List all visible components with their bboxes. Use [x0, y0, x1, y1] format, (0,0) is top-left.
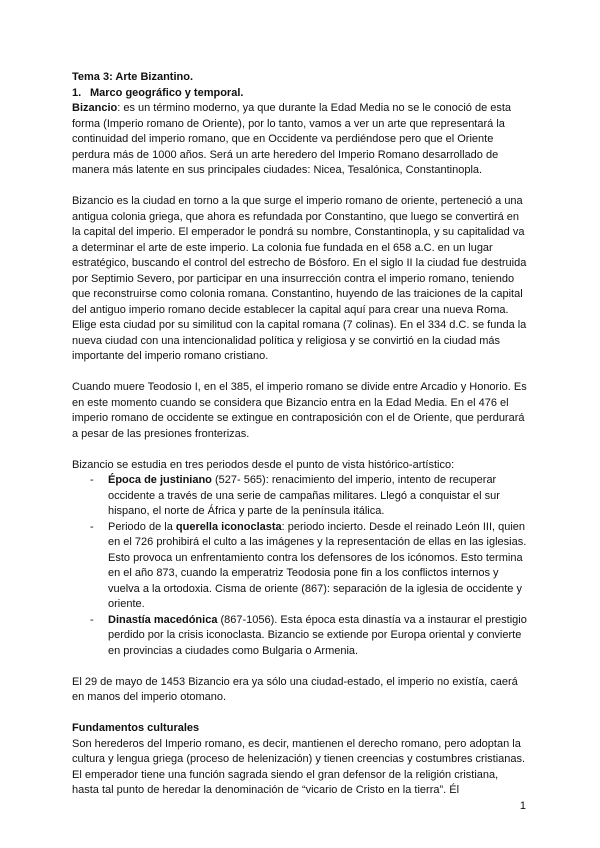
paragraph-cultural-foundations: Son herederos del Imperio romano, es decir, mantienen el derecho romano, pero adoptan la cultura y lengua griega (proceso de helenización) y tienen creencias y costumbres cristianas. El emperador tiene una función sagrada siendo el gran defensor de la religión cristiana, hasta tal punto de heredar la denominación de “vicario de Cristo en la tierra”. Él — [72, 737, 526, 796]
period-name: Época de justiniano — [108, 474, 212, 486]
period-text: : periodo incierto. Desde el reinado León III, quien en el 726 prohibirá el culto a las imágenes y la representación de ellas en las iglesias. Esto provoca un enfrentamiento contra los defensores de los icónomos. Esto termina en el año 873, cuando la emperatriz Teodosia pone fin a los conflictos internos y vuelva a la ortodoxia. Cisma de oriente (867): separación de la iglesia de occidente y oriente. — [108, 520, 527, 610]
term-bizancio: Bizancio — [72, 102, 118, 114]
periods-list — [72, 473, 528, 659]
dash-bullet: - — [90, 613, 94, 626]
paragraph-bizancio-definition — [72, 101, 528, 179]
period-name: Dinastía macedónica — [108, 613, 218, 626]
section-number: 1. — [72, 86, 82, 99]
dash-bullet: - — [90, 520, 94, 533]
list-item-justiniano — [72, 473, 528, 520]
period-name: querella iconoclasta — [175, 520, 282, 533]
document-body — [72, 70, 528, 799]
paragraph-city-history: Bizancio es la ciudad en torno a la que surge el imperio romano de oriente, perteneció a una antigua colonia griega, que ahora es refundada por Constantino, que luego se convertirá en la capital del imperio. El emperador le pondrá su nombre, Constantinopla, y su capitalidad va a determinar el arte de este imperio. La colonia fue fundada en el 658 a.C. en un lugar estratégico, buscando el control del estrecho de Bósforo. En el siglo II la ciudad fue destruida por Septimio Severo, por participar en una insurrección contra el imperio romano, teniendo que reconstruirse como colonia romana. Constantino, huyendo de las traiciones de la capital del antiguo imperio romano decide establecer la capital aquí para crear una nueva Roma. Elige esta ciudad por su similitud con la capital romana (7 colinas). En el 334 d.C. se funda la nueva ciudad con una intencionalidad política y religiosa y se convirtió en la ciudad más importante del imperio romano cristiano. — [72, 195, 527, 362]
period-text: (527- 565): renacimiento del imperio, intento de recuperar occidente a través de una serie de campañas militares. Llegó a conquistar el sur hispano, el norte de África y parte de la península itálica. — [108, 474, 500, 517]
dash-bullet: - — [90, 474, 94, 486]
section-heading-fundamentos: Fundamentos culturales — [72, 722, 200, 734]
paragraph-periods-intro: Bizancio se estudia en tres periodos desde el punto de vista histórico-artístico: — [72, 458, 455, 471]
list-item-macedonica — [72, 613, 528, 660]
list-item-iconoclasta — [72, 520, 528, 613]
page-number: 1 — [519, 800, 526, 812]
period-prefix: Periodo de la — [108, 520, 176, 533]
paragraph-teodosio: Cuando muere Teodosio I, en el 385, el imperio romano se divide entre Arcadio y Honorio. Es en este momento cuando se considera que Bizancio entra en la Edad Media. En el 476 el imperio romano de occidente se extingue en contraposición con el de Oriente, que perdurará a pesar de las presiones fronterizas. — [72, 381, 527, 440]
section-title: Marco geográfico y temporal. — [90, 86, 244, 99]
section-heading-marco — [72, 86, 528, 102]
paragraph-text: : es un término moderno, ya que durante la Edad Media no se le conoció de esta forma (Imperio romano de Oriente), por lo tanto, vamos a ver un arte que representará la continuidad del imperio romano, que en Occidente va perdiéndose pero que el Oriente perdura más de 1000 años. Será un arte heredero del Imperio Romano desarrollado de manera más latente en sus principales ciudades: Nicea, Tesalónica, Constantinopla. — [72, 102, 512, 176]
document-title: Tema 3: Arte Bizantino. — [72, 71, 194, 83]
period-text: (867-1056). Esta época esta dinastía va a instaurar el prestigio perdido por la crisis iconoclasta. Bizancio se extiende por Europa oriental y convierte en provincias a ciudades como Bulgaria o Armenia. — [108, 613, 527, 657]
paragraph-fall: El 29 de mayo de 1453 Bizancio era ya sólo una ciudad-estado, el imperio no existía, caerá en manos del imperio otomano. — [72, 675, 518, 703]
